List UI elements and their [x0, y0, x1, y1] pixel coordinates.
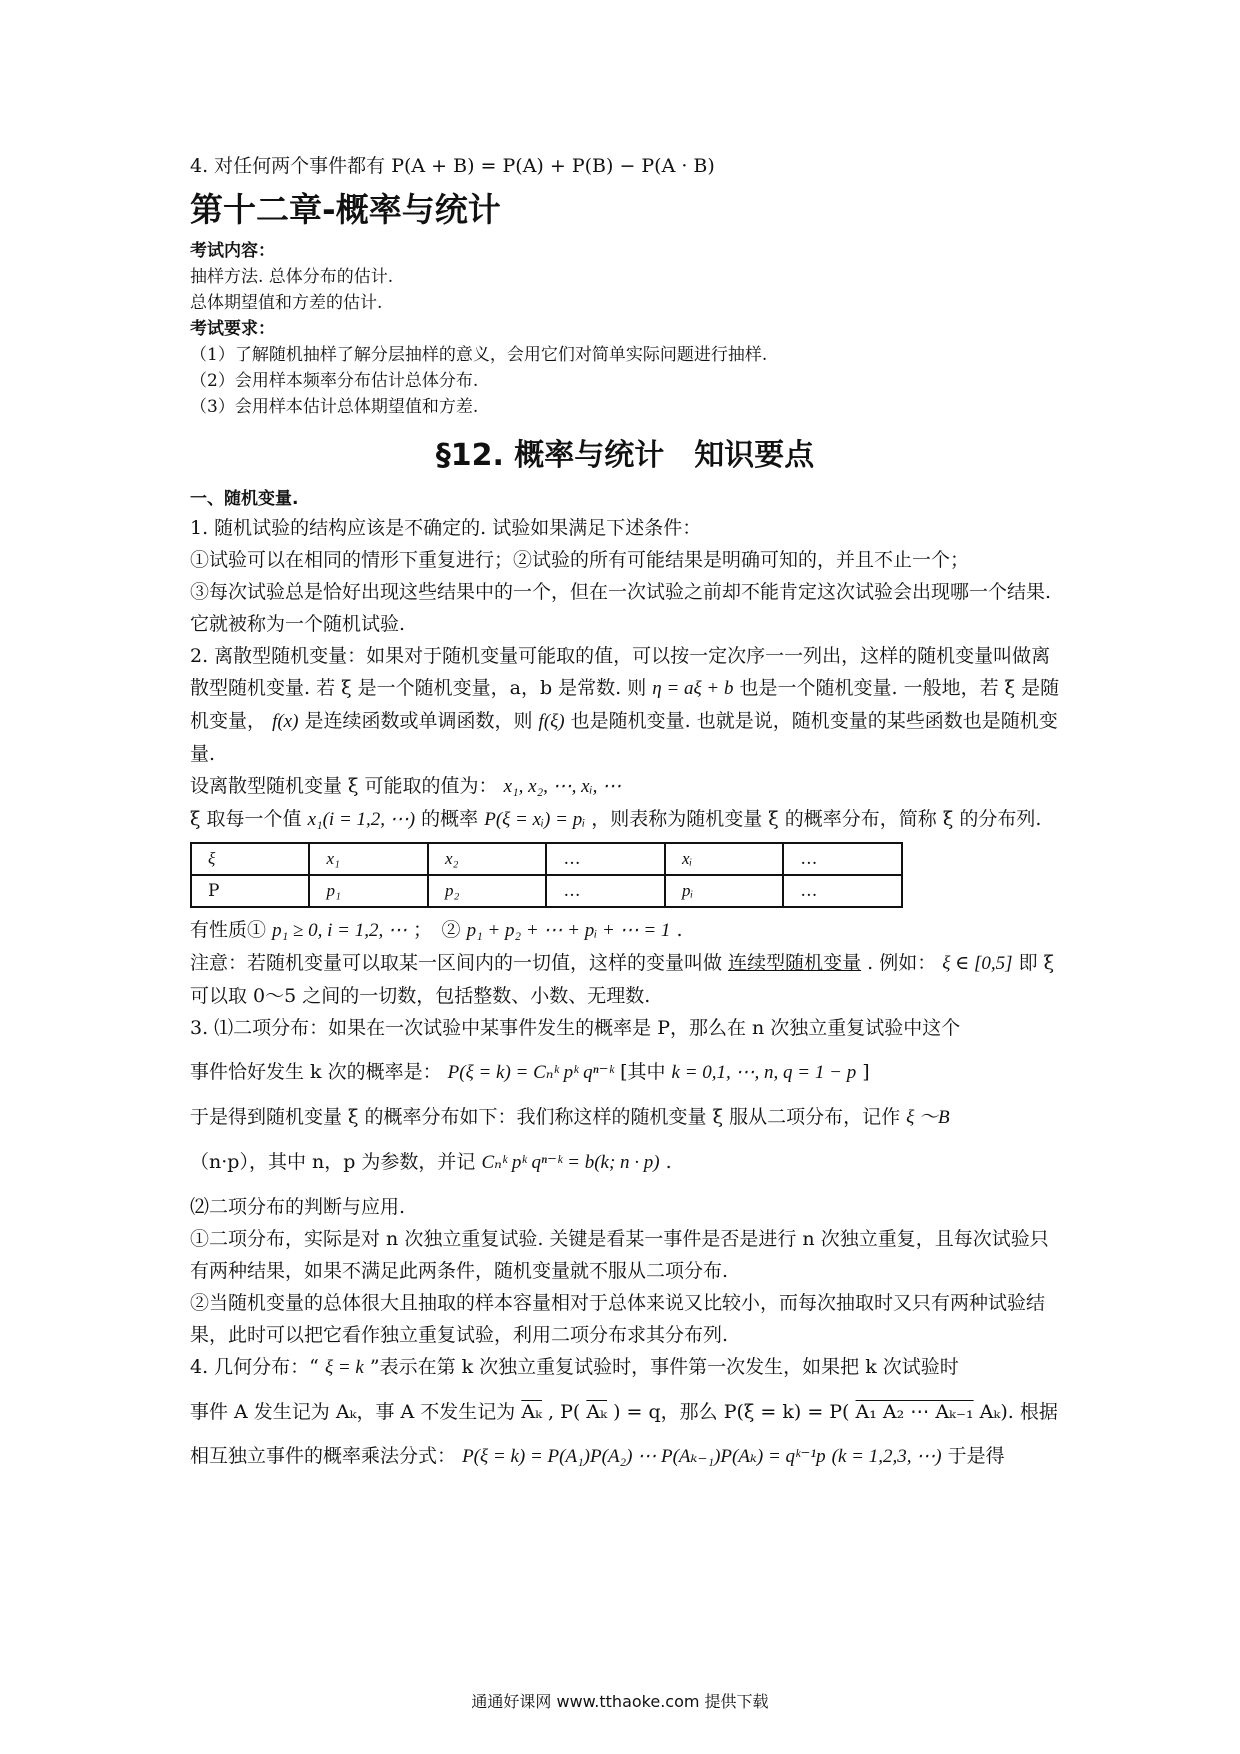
paragraph: ①二项分布，实际是对 n 次独立重复试验. 关键是看某一事件是否是进行 n 次独立重复，且每次试验只有两种结果，如果不满足此两条件，随机变量就不服从二项分布. — [190, 1228, 1049, 1282]
paragraph: 于是得到随机变量 ξ 的概率分布如下：我们称这样的随机变量 ξ 服从二项分布，记作 ξ ～B — [190, 1106, 950, 1128]
paragraph: 1. 随机试验的结构应该是不确定的. 试验如果满足下述条件： — [190, 517, 702, 539]
table-cell: p₁ — [309, 875, 428, 907]
subheading-random-variable: 一、随机变量. — [190, 489, 299, 509]
formula: η = aξ + b — [652, 678, 734, 699]
table-cell: P — [191, 875, 309, 907]
exam-content-label: 考试内容： — [190, 241, 275, 261]
paragraph: 设离散型随机变量 ξ 可能取的值为： x₁, x₂, ⋯, xᵢ, ⋯ — [190, 775, 622, 797]
paragraph-geometric: 4. 几何分布：“ ξ = k ”表示在第 k 次独立重复试验时，事件第一次发生，如果把 k 次试验时 — [190, 1356, 959, 1378]
table-cell: … — [546, 875, 665, 907]
exam-content-item: 抽样方法. 总体分布的估计. — [190, 267, 394, 287]
table-cell: ξ — [191, 843, 309, 875]
formula: $\overline{A_k}$ — [586, 1401, 608, 1423]
paragraph: 相互独立事件的概率乘法分式： P(ξ = k) = P(A₁)P(A₂) ⋯ P(Aₖ₋₁)P(Aₖ) = qᵏ⁻¹p (k = 1,2,3, ⋯) 于是得 — [190, 1445, 1005, 1467]
paragraph-discrete-variable: 2. 离散型随机变量：如果对于随机变量可能取的值，可以按一定次序一一列出，这样的随机变量叫做离散型随机变量. 若 ξ 是一个随机变量，a，b 是常数. 则 η = aξ + b 也是一个随机变量. 一般地，若 ξ 是随机变量， f(x) 是连续函数或单调函数，则 f(ξ) 也是随机变量. 也就是说，随机变量的某些函数也是随机变量. — [190, 645, 1060, 765]
table-cell: x₂ — [428, 843, 547, 875]
table-cell: p₂ — [428, 875, 547, 907]
formula: A₁ A₂ ⋯ Aₖ₋₁ — [855, 1401, 974, 1423]
table-cell: … — [783, 875, 902, 907]
formula: ξ ∈ [0,5] — [942, 953, 1013, 974]
table-cell: … — [546, 843, 665, 875]
paragraph-properties: 有性质① p₁ ≥ 0, i = 1,2, ⋯ ； ② p₁ + p₂ + ⋯ + pᵢ + ⋯ = 1 . — [190, 919, 683, 941]
paragraph: 事件恰好发生 k 次的概率是： P(ξ = k) = Cₙᵏ pᵏ qⁿ⁻ᵏ [其中 k = 0,1, ⋯, n, q = 1 − p ] — [190, 1061, 870, 1083]
formula: x₁, x₂, ⋯, xᵢ, ⋯ — [503, 776, 622, 797]
paragraph-binomial: 3. ⑴二项分布：如果在一次试验中某事件发生的概率是 P，那么在 n 次独立重复试验中这个 — [190, 1017, 961, 1039]
exam-content-item: 总体期望值和方差的估计. — [190, 293, 383, 313]
paragraph: ξ 取每一个值 x₁(i = 1,2, ⋯) 的概率 P(ξ = xᵢ) = pᵢ ，则表称为随机变量 ξ 的概率分布，简称 ξ 的分布列. — [190, 808, 1042, 830]
paragraph-note: 注意：若随机变量可以取某一区间内的一切值，这样的变量叫做 连续型随机变量 . 例如： ξ ∈ [0,5] 即 ξ 可以取 0～5 之间的一切数，包括整数、小数、无理数. — [190, 952, 1055, 1007]
table-cell: pᵢ — [665, 875, 783, 907]
exam-requirement-item: （3）会用样本估计总体期望值和方差. — [190, 397, 479, 417]
formula: ξ = k — [324, 1357, 364, 1378]
table-cell: xᵢ — [665, 843, 783, 875]
distribution-table — [190, 842, 903, 908]
formula: $\overline{A_k}$ — [521, 1401, 542, 1423]
formula: x₁(i = 1,2, ⋯) — [307, 809, 416, 830]
formula: p₁ ≥ 0, i = 1,2, ⋯ — [272, 920, 407, 941]
table-row — [191, 875, 902, 907]
paragraph: ②当随机变量的总体很大且抽取的样本容量相对于总体来说又比较小，而每次抽取时又只有两种试验结果，此时可以把它看作独立重复试验，利用二项分布求其分布列. — [190, 1292, 1046, 1346]
table-row — [191, 843, 902, 875]
formula: f(x) — [272, 711, 299, 732]
formula: P(ξ = k) = P(A₁)P(A₂) ⋯ P(Aₖ₋₁)P(Aₖ) = qᵏ⁻¹p — [462, 1446, 826, 1467]
paragraph: ①试验可以在相同的情形下重复进行；②试验的所有可能结果是明确可知的，并且不止一个； — [190, 549, 970, 571]
exam-requirement-item: （1）了解随机抽样了解分层抽样的意义，会用它们对简单实际问题进行抽样. — [190, 345, 768, 365]
formula: P(ξ = k) = Cₙᵏ pᵏ qⁿ⁻ᵏ — [447, 1062, 615, 1083]
paragraph: 它就被称为一个随机试验. — [190, 613, 406, 635]
table-cell: x₁ — [309, 843, 428, 875]
chapter-title: 第十二章-概率与统计 — [190, 190, 501, 229]
paragraph: 事件 A 发生记为 Aₖ，事 A 不发生记为 $\overline{A_k}$ , P( $\overline{A_k}$ ) = q，那么 P(ξ = k) = P( A₁ A₂ ⋯ Aₖ₋₁ Aₖ). 根据 — [190, 1401, 1058, 1423]
page-content — [190, 150, 1060, 1473]
formula: k = 0,1, ⋯, n, q = 1 − p — [671, 1062, 857, 1083]
exam-requirements-label: 考试要求： — [190, 319, 275, 339]
table-cell: … — [783, 843, 902, 875]
formula: p₁ + p₂ + ⋯ + pᵢ + ⋯ = 1 — [466, 920, 671, 941]
formula: Cₙᵏ pᵏ qⁿ⁻ᵏ = b(k; n · p) — [481, 1152, 660, 1173]
page-footer: 通通好课网 www.tthaoke.com 提供下载 — [471, 1692, 769, 1711]
formula: (k = 1,2,3, ⋯) — [831, 1446, 942, 1467]
exam-requirement-item: （2）会用样本频率分布估计总体分布. — [190, 371, 479, 391]
paragraph: ③每次试验总是恰好出现这些结果中的一个，但在一次试验之前却不能肯定这次试验会出现哪一个结果. — [190, 581, 1052, 603]
paragraph: （n·p），其中 n，p 为参数，并记 Cₙᵏ pᵏ qⁿ⁻ᵏ = b(k; n · p) . — [190, 1151, 672, 1173]
probability-sum-rule: 4. 对任何两个事件都有 P(A + B) = P(A) + P(B) − P(A · B) — [190, 155, 715, 177]
formula: P(ξ = xᵢ) = pᵢ — [484, 809, 586, 830]
term-continuous-variable: 连续型随机变量 — [728, 952, 862, 974]
formula: f(ξ) — [538, 711, 565, 732]
formula: ξ ～B — [906, 1107, 950, 1128]
section-title: §12. 概率与统计 知识要点 — [435, 438, 815, 473]
paragraph: ⑵二项分布的判断与应用. — [190, 1196, 406, 1218]
